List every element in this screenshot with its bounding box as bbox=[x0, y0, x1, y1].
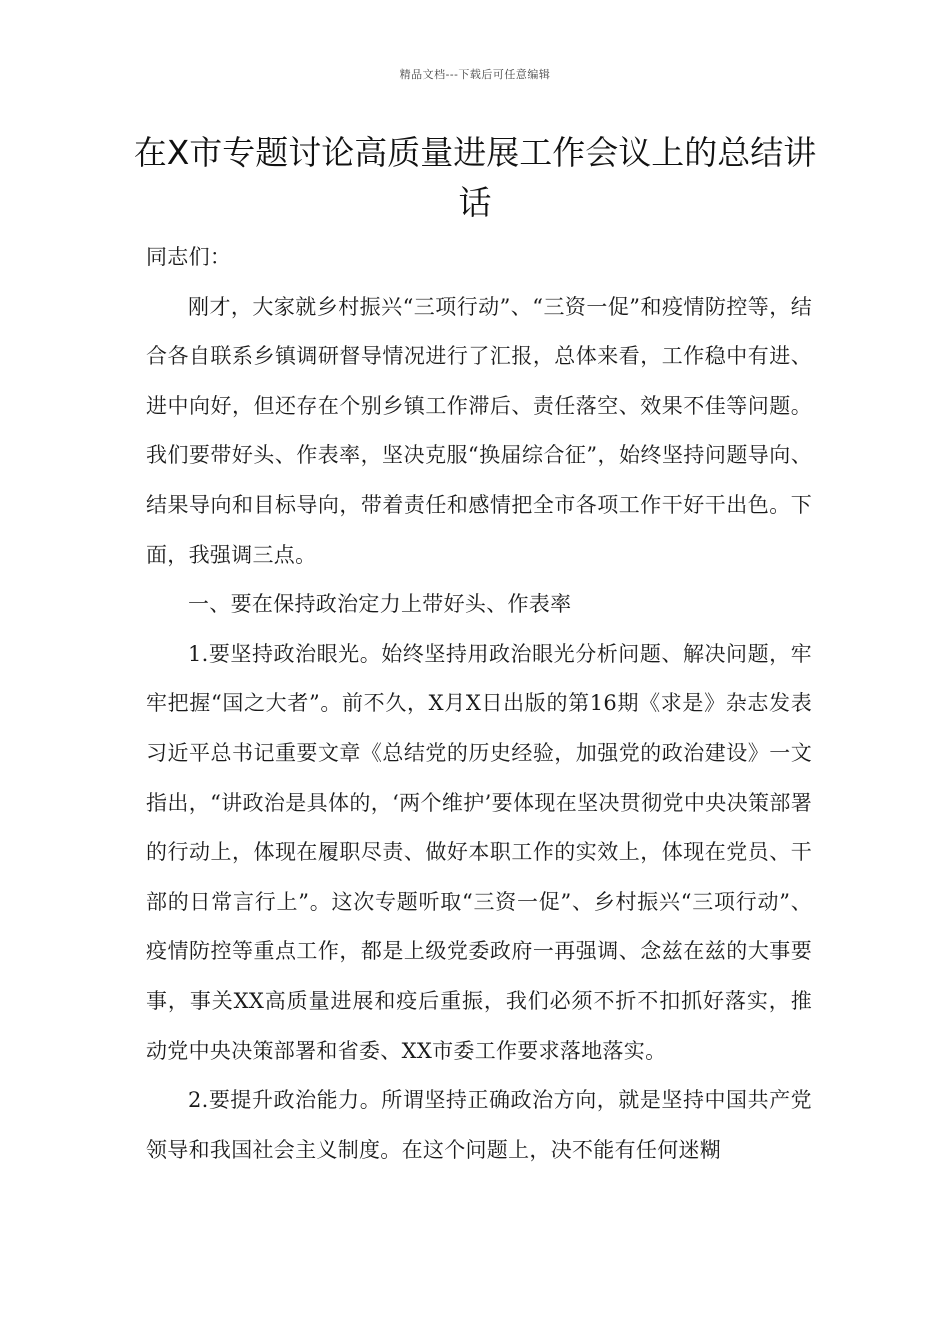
document-title: 在X市专题讨论高质量进展工作会议上的总结讲话 bbox=[133, 133, 817, 222]
paragraph-intro: 刚才，大家就乡村振兴“三项行动”、“三资一促”和疫情防控等，结合各自联系乡镇调研督导情况进行了汇报，总体来看，工作稳中有进、进中向好，但还存在个别乡镇工作滞后、责任落空、效果不佳等问题。我们要带好头、作表率，坚决克服“换届综合征”，始终坚持问题导向、结果导向和目标导向，带着责任和感情把全市各项工作干好干出色。下面，我强调三点。 bbox=[146, 294, 812, 567]
salutation: 同志们： bbox=[146, 245, 232, 269]
document-body bbox=[146, 233, 812, 1175]
section-heading-1: 一、要在保持政治定力上带好头、作表率 bbox=[188, 592, 572, 617]
header-note: 精品文档---下载后可任意编辑 bbox=[399, 68, 551, 81]
paragraph-point-1: 1.要坚持政治眼光。始终坚持用政治眼光分析问题、解决问题，牢牢把握“国之大者”。前不久，X月X日出版的第16期《求是》杂志发表习近平总书记重要文章《总结党的历史经验，加强党的政治建设》一文指出，“讲政治是具体的，‘两个维护’要体现在坚决贯彻党中央决策部署的行动上，体现在履职尽责、做好本职工作的实效上，体现在党员、干部的日常言行上”。这次专题听取“三资一促”、乡村振兴“三项行动”、疫情防控等重点工作，都是上级党委政府一再强调、念兹在兹的大事要事，事关XX高质量进展和疫后重振，我们必须不折不扣抓好落实，推动党中央决策部署和省委、XX市委工作要求落地落实。 bbox=[146, 641, 812, 1063]
paragraph-point-2: 2.要提升政治能力。所谓坚持正确政治方向，就是坚持中国共产党领导和我国社会主义制度。在这个问题上，决不能有任何迷糊 bbox=[146, 1088, 812, 1162]
